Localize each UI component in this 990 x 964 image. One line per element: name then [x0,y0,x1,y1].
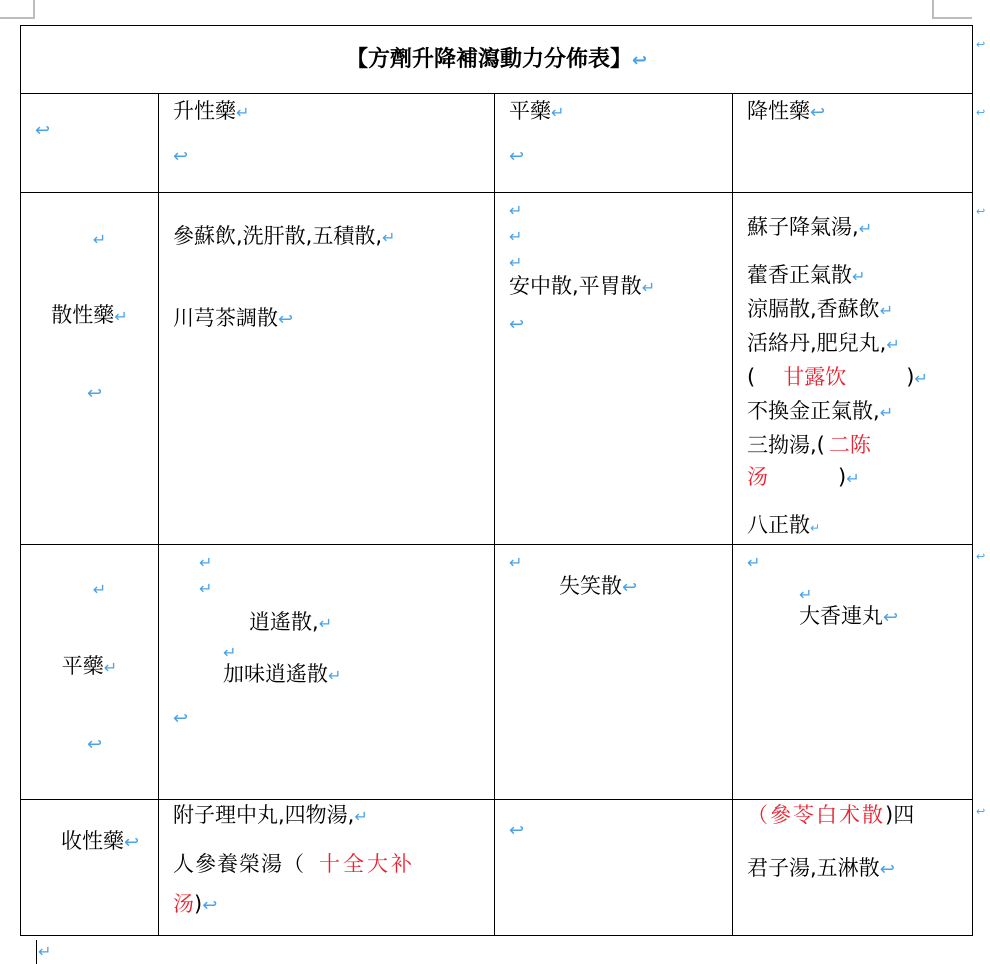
cell-end-mark: ↩ [202,895,218,916]
san-down-red-3: 汤 [747,465,768,489]
paragraph-mark: ↵ [199,579,213,598]
san-down-line-3: 涼膈散,香蘇飲 [747,297,880,321]
cell-end-mark: ↩ [509,820,525,841]
header-flat-label: 平藥 [509,99,551,123]
cell-end-mark: ↩ [278,309,294,330]
header-up-label: 升性藥 [173,99,236,123]
san-down-line-7: 三拗湯,( [747,433,825,457]
paragraph-mark: ↵ [509,253,523,272]
row-san [21,193,973,545]
san-down-close-paren: ) [906,365,915,389]
paragraph-mark: ↵ [858,219,873,238]
row-end-mark: ↩ [976,106,986,119]
san-down-open-paren: ( [747,365,756,389]
row-end-mark: ↩ [976,550,986,563]
paragraph-mark: ↵ [846,469,860,488]
paragraph-mark: ↵ [236,103,250,122]
cell-end-mark: ↩ [509,314,525,335]
paragraph-mark: ↵ [886,335,900,354]
paragraph-mark: ↵ [354,807,368,826]
row-shou-label: 收性藥 [61,829,124,853]
paragraph-mark: ↵ [914,369,928,388]
shou-down-line-1: )四 [885,803,915,827]
paragraph-mark: ↵ [382,228,396,247]
header-down-cell[interactable] [733,94,973,193]
paragraph-mark: ↵ [509,553,523,572]
paragraph-mark: ↵ [799,585,813,604]
shou-up-close-paren: ) [194,892,203,916]
paragraph-mark: ↵ [810,521,821,535]
table-title: 【方劑升降補瀉動力分佈表】 [345,46,632,72]
cell-end-mark: ↩ [86,734,103,755]
san-up-line-2: 川芎茶調散 [173,306,278,330]
paragraph-mark: ↵ [747,553,761,572]
paragraph-mark: ↵ [879,301,894,320]
cell-end-mark: ↩ [173,146,189,167]
shou-up-line-1: 附子理中丸,四物湯, [173,803,355,827]
formula-table [20,25,973,936]
text-cursor [36,940,37,964]
paragraph-mark: ↵ [509,201,523,220]
san-down-red-1: 甘露饮 [783,365,847,389]
paragraph-mark: ↵ [318,614,333,633]
ping-down-text: 大香連丸 [799,604,883,628]
header-up-cell[interactable] [159,94,495,193]
row-ping-down-cell[interactable] [733,545,973,800]
cell-end-mark: ↩ [86,383,103,404]
san-flat-text: 安中散,平胃散 [509,274,642,298]
san-down-close-paren-2: ) [838,465,847,489]
san-up-line-1: 參蘇飲,洗肝散,五積散, [173,224,383,248]
shou-up-red-2: 汤 [173,892,194,916]
paragraph-mark: ↵ [509,227,523,246]
paragraph-mark: ↵ [879,403,894,422]
row-shou [21,800,973,936]
san-down-line-9: 八正散 [747,513,810,537]
paragraph-mark: ↵ [641,278,656,297]
cell-end-mark: ↩ [124,832,140,853]
margin-guide-left-vertical [33,0,35,18]
row-ping [21,545,973,800]
paragraph-mark: ↵ [92,580,107,599]
paragraph-mark: ↵ [103,658,118,677]
paragraph-mark: ↵ [852,267,866,286]
row-shou-down-cell[interactable] [733,800,973,936]
cell-end-mark: ↩ [173,708,189,729]
cell-end-mark: ↩ [35,120,51,141]
margin-guide-right-vertical [932,0,934,18]
paragraph-mark: ↵ [223,643,237,662]
paragraph-mark: ↵ [114,307,128,326]
san-down-line-1: 蘇子降氣湯, [747,215,859,239]
shou-down-line-2: 君子湯,五淋散 [747,856,880,880]
cell-end-mark: ↩ [509,146,525,167]
row-san-label: 散性藥 [51,303,115,327]
row-shou-label-cell[interactable] [21,800,159,936]
ping-flat-text: 失笑散 [559,574,622,598]
row-ping-flat-cell[interactable] [495,545,733,800]
row-shou-up-cell[interactable] [159,800,495,936]
paragraph-mark: ↵ [199,553,213,572]
cell-end-mark: ↩ [631,49,648,71]
row-san-down-cell[interactable] [733,193,973,545]
row-ping-up-cell[interactable] [159,545,495,800]
cell-end-mark: ↩ [810,102,826,123]
paragraph-mark: ↵ [551,103,565,122]
shou-down-red: （參苓白术散 [747,803,885,827]
header-down-label: 降性藥 [747,99,810,123]
row-ping-label: 平藥 [61,654,104,678]
row-ping-label-cell[interactable] [21,545,159,800]
title-cell[interactable] [21,26,973,94]
row-shou-flat-cell[interactable] [495,800,733,936]
cell-end-mark: ↩ [622,577,638,598]
header-corner-cell[interactable] [21,94,159,193]
san-down-line-6: 不換金正氣散, [747,399,880,423]
cell-end-mark: ↩ [883,607,899,628]
margin-guide-left-horizontal [0,17,35,19]
header-flat-cell[interactable] [495,94,733,193]
margin-guide-right-horizontal [932,17,972,19]
paragraph-mark: ↵ [328,666,342,685]
row-san-flat-cell[interactable] [495,193,733,545]
ping-up-line-1: 逍遙散, [249,610,319,634]
title-row [21,26,973,94]
san-down-line-2: 藿香正氣散 [747,263,852,287]
cell-end-mark: ↩ [879,859,895,880]
shou-up-line-2: 人參養榮湯（ [173,852,305,876]
san-down-red-2: 二陈 [828,433,871,457]
san-down-line-4: 活絡丹,肥兒丸, [747,331,887,355]
final-paragraph-mark: ↵ [38,942,52,961]
row-san-label-cell[interactable] [21,193,159,545]
ping-up-line-2: 加味逍遙散 [223,662,328,686]
row-end-mark: ↩ [976,38,986,51]
row-end-mark: ↩ [976,205,986,218]
header-row [21,94,973,193]
shou-up-red-1: 十全大补 [319,852,415,876]
paragraph-mark: ↵ [92,230,107,249]
row-end-mark: ↩ [976,805,986,818]
row-san-up-cell[interactable] [159,193,495,545]
